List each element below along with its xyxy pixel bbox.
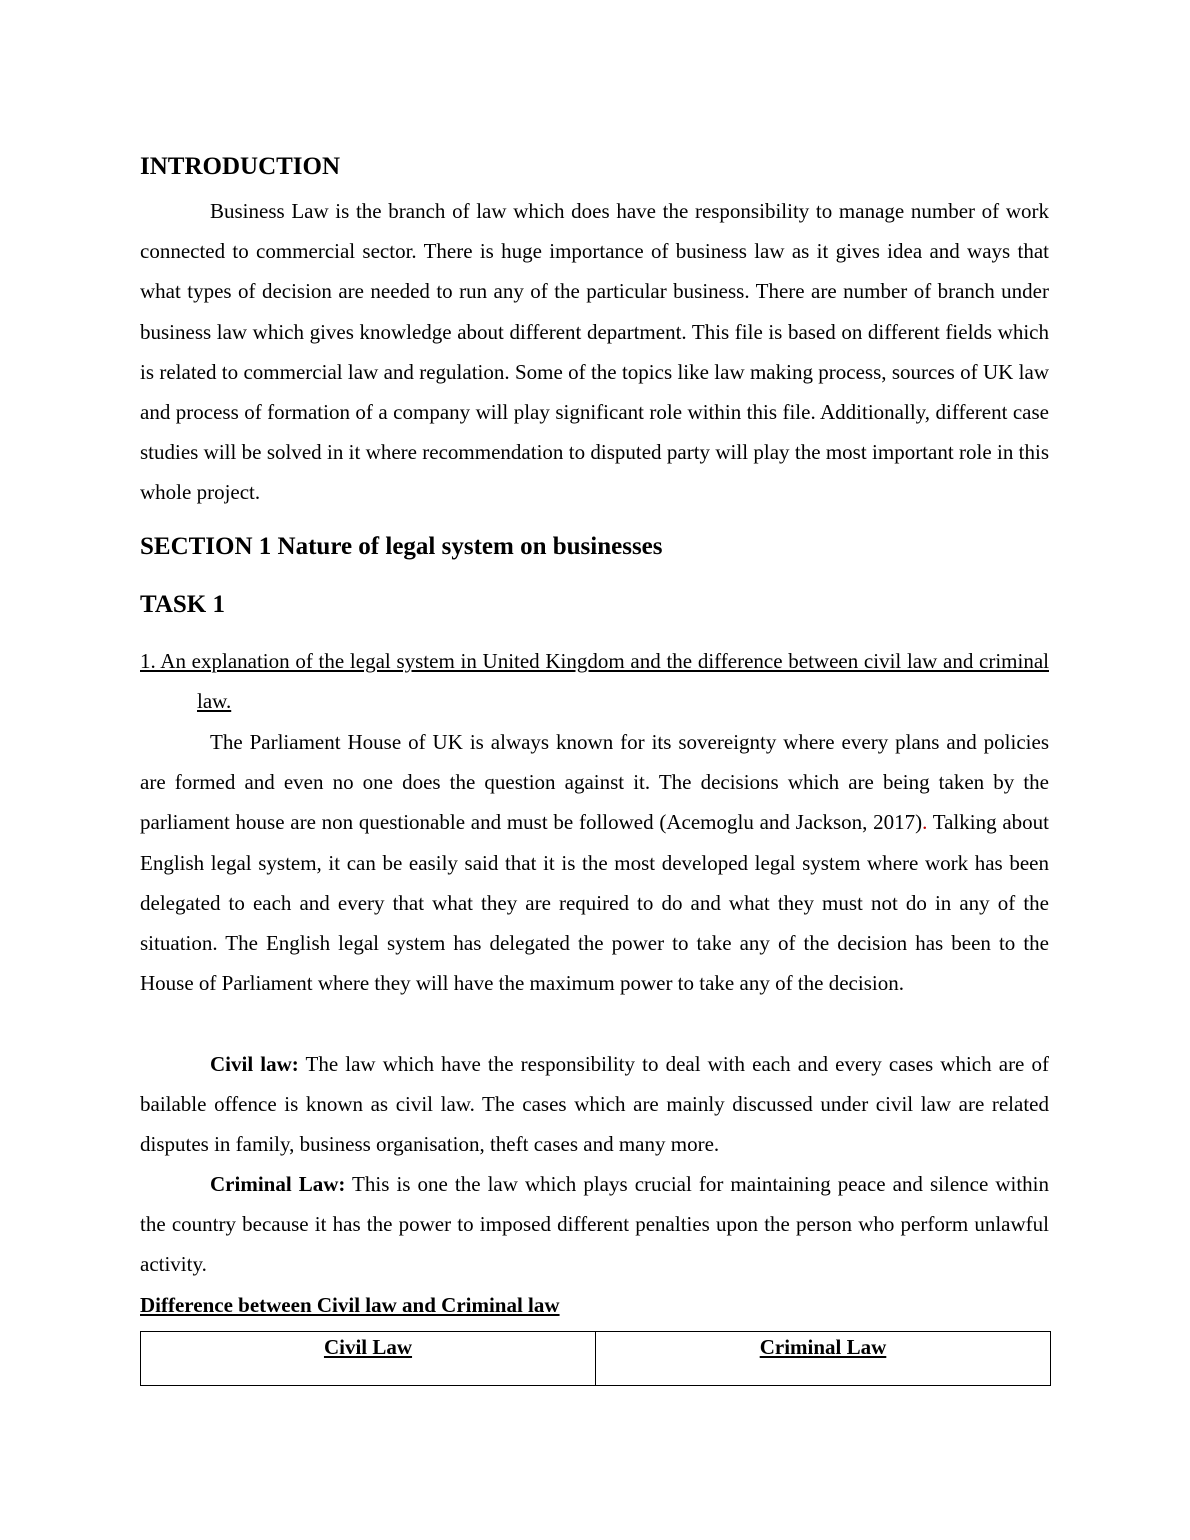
task-question: 1. An explanation of the legal system in United Kingdom and the difference between civil law and criminal law.	[140, 649, 1049, 713]
civil-law-label: Civil law:	[210, 1052, 299, 1076]
citation-period: .	[922, 810, 928, 835]
criminal-law-label: Criminal Law:	[210, 1172, 346, 1196]
civil-law-paragraph	[140, 1044, 1049, 1165]
column-header-criminal: Criminal Law	[596, 1332, 1051, 1386]
introduction-paragraph: Business Law is the branch of law which does have the responsibility to manage number of work connected to commercial sector. There is huge importance of business law as it gives idea and ways that what types of decision are needed to run any of the particular business. There are number of branch under business law which gives knowledge about different department. This file is based on different fields which is related to commercial law and regulation. Some of the topics like law making process, sources of UK law and process of formation of a company will play significant role within this file. Additionally, different case studies will be solved in it where recommendation to disputed party will play the most important role in this whole project.	[140, 199, 1049, 505]
parliament-text-part2: Talking about English legal system, it can be easily said that it is the most developed legal system where work has been delegated to each and every that what they are required to do and what they must not do in any of the situation. The English legal system has delegated the power to take any of the decision has been to the House of Parliament where they will have the maximum power to take any of the decision.	[140, 810, 1049, 996]
table-header-row	[141, 1332, 1051, 1386]
difference-heading: Difference between Civil law and Criminal law	[140, 1293, 560, 1317]
civil-law-text: The law which have the responsibility to deal with each and every cases which are of bailable offence is known as civil law. The cases which are mainly discussed under civil law are related disputes in family, business organisation, theft cases and many more.	[140, 1052, 1049, 1157]
introduction-heading: INTRODUCTION	[140, 153, 341, 180]
column-header-civil: Civil Law	[141, 1332, 596, 1386]
criminal-law-text: This is one the law which plays crucial for maintaining peace and silence within the country because it has the power to imposed different penalties upon the person who perform unlawful activity.	[140, 1172, 1049, 1277]
section-heading: SECTION 1 Nature of legal system on businesses	[140, 533, 663, 560]
parliament-paragraph	[140, 722, 1049, 1003]
difference-table	[140, 1331, 1051, 1386]
parliament-text-part1: The Parliament House of UK is always known for its sovereignty where every plans and policies are formed and even no one does the question against it. The decisions which are being taken by the parliament house are non questionable and must be followed (Acemoglu and Jackson, 2017)	[140, 730, 1049, 835]
criminal-law-paragraph	[140, 1164, 1049, 1285]
task-heading: TASK 1	[140, 591, 225, 618]
